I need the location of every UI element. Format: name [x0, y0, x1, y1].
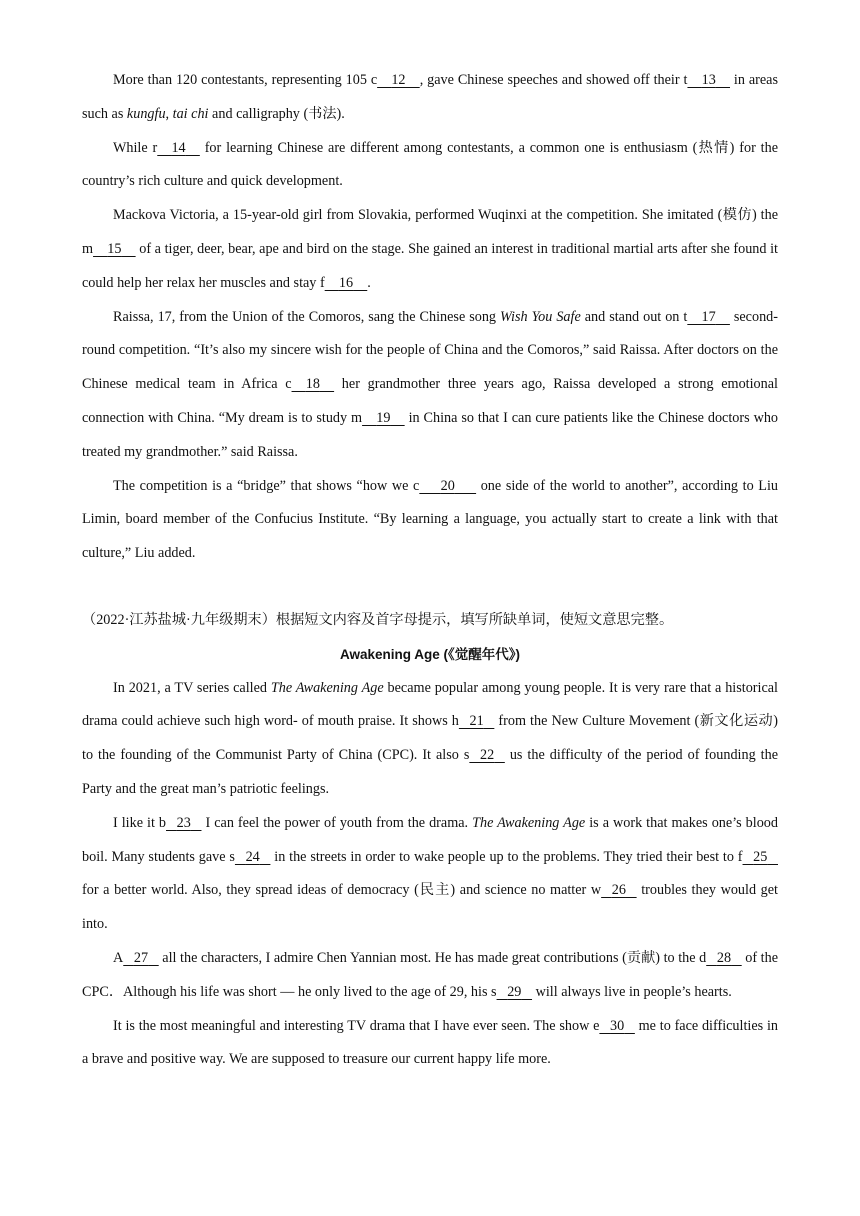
italic-term: kungfu: [126, 105, 166, 122]
text-run: from the New Culture Movement (新文化运动) to the founding of the Communist Party of China (CPC). It also s: [82, 713, 778, 764]
blank-24[interactable]: [235, 841, 270, 875]
text-run: Raissa, 17, from the Union of the Comoros, sang the Chinese song: [113, 308, 500, 325]
text-run: , gave Chinese speeches and showed off their t: [419, 72, 688, 88]
blank-number: 22: [480, 747, 495, 764]
text-run: for learning Chinese are different among contestants, a common one is enthusiasm (热情) for the country’s rich culture and quick development.: [82, 139, 778, 190]
document-page: [82, 64, 778, 1077]
blank-number: 14: [171, 139, 186, 156]
text-run: A: [113, 949, 124, 966]
blank-number: 30: [610, 1017, 625, 1034]
passage-title: Awakening Age (《觉醒年代》): [339, 646, 520, 662]
blank-12[interactable]: [377, 64, 420, 98]
text-run: of the CPC．Although his life was short — he only lived to the age of 29, his s: [82, 949, 778, 1000]
blank-30[interactable]: [599, 1010, 634, 1044]
blank-20[interactable]: [419, 470, 476, 504]
text-run: us the difficulty of the period of founding the Party and the great man’s patriotic feelings.: [82, 747, 778, 797]
blank-23[interactable]: [166, 807, 201, 841]
blank-19[interactable]: [362, 402, 405, 436]
blank-number: 19: [376, 409, 391, 426]
text-run: her grandmother three years ago, Raissa developed a strong emotional connection with China. “My dream is to study m: [82, 376, 778, 426]
passage1-paragraph-2: [82, 132, 778, 200]
passage2-paragraph-1: [82, 672, 778, 807]
text-run: The competition is a “bridge” that shows “how we c: [113, 477, 420, 494]
text-run: all the characters, I admire Chen Yannian most. He has made great contributions (贡献) to the d: [158, 949, 707, 966]
blank-16[interactable]: [325, 267, 368, 301]
italic-term: tai chi: [172, 105, 209, 122]
blank-number: 20: [440, 477, 455, 494]
text-run: Mackova Victoria, a 15-year-old girl from Slovakia, performed Wuqinxi at the competition. She imitated (模仿) the m: [82, 207, 778, 257]
italic-title: The Awakening Age: [270, 679, 384, 696]
blank-number: 12: [391, 72, 406, 88]
text-run: will always live in people’s hearts.: [532, 983, 732, 1000]
blank-22[interactable]: [469, 739, 504, 773]
blank-25[interactable]: [743, 841, 778, 875]
text-run: and stand out on t: [580, 308, 688, 325]
blank-number: 28: [716, 949, 732, 966]
passage2-paragraph-3: [82, 942, 778, 1010]
text-run: in China so that I can cure patients like the Chinese doctors who treated my grandmother.” said Raissa.: [82, 409, 779, 460]
blank-number: 13: [701, 72, 716, 88]
blank-number: 26: [611, 882, 626, 899]
text-run: became popular among young people. It is very rare that a historical drama could achieve such high word- of mouth praise. It shows h: [82, 679, 778, 730]
blank-number: 21: [469, 713, 484, 730]
passage2-paragraph-4: [82, 1010, 778, 1078]
passage1-paragraph-5: [82, 470, 778, 571]
italic-title: The Awakening Age: [472, 814, 586, 831]
blank-21[interactable]: [459, 705, 494, 739]
text-run: is a work that makes one’s blood boil. Many students gave s: [82, 814, 778, 865]
blank-number: 25: [753, 848, 768, 865]
blank-26[interactable]: [601, 874, 636, 908]
blank-number: 23: [176, 814, 191, 831]
text-run: troubles they would get into.: [82, 882, 778, 933]
blank-number: 17: [701, 308, 716, 325]
blank-17[interactable]: [687, 301, 730, 335]
blank-number: 16: [338, 274, 354, 291]
text-run: I can feel the power of youth from the drama.: [201, 814, 473, 831]
text-run: me to face difficulties in a brave and positive way. We are supposed to treasure our current happy life more.: [82, 1017, 778, 1068]
blank-14[interactable]: [157, 132, 200, 166]
blank-number: 27: [133, 949, 149, 966]
text-run: in the streets in order to wake people up to the problems. They tried their best to f: [270, 848, 743, 865]
exercise-source-line: （2022·江苏盐城·九年级期末）根据短文内容及首字母提示，填写所缺单词，使短文意思完整。: [82, 611, 674, 628]
blank-number: 18: [305, 376, 320, 393]
blank-18[interactable]: [292, 368, 335, 402]
text-run: More than 120 contestants, representing 105 c: [113, 72, 378, 88]
blank-27[interactable]: [123, 942, 158, 976]
text-run: While r: [113, 139, 158, 156]
text-run: for a better world. Also, they spread ideas of democracy (民主) and science no matter w: [82, 882, 602, 899]
blank-28[interactable]: [706, 942, 741, 976]
passage1-paragraph-3: [82, 199, 778, 300]
passage1-paragraph-4: [82, 301, 778, 470]
text-run: ,: [165, 105, 173, 122]
text-run: In 2021, a TV series called: [113, 679, 271, 696]
text-run: one side of the world to another”, according to Liu Limin, board member of the Confucius Institute. “By learning a language, you actually start to create a link with that culture,” Liu added.: [82, 477, 778, 562]
text-run: and calligraphy (书法).: [208, 105, 345, 122]
blank-29[interactable]: [497, 976, 532, 1010]
section-gap: [82, 571, 778, 604]
passage2-paragraph-2: [82, 807, 778, 942]
blank-15[interactable]: [93, 233, 136, 267]
text-run: second-round competition. “It’s also my sincere wish for the people of China and the Comoros,” said Raissa. After doctors on the Chinese medical team in Africa c: [82, 308, 778, 393]
text-run: I like it b: [113, 814, 167, 831]
blank-13[interactable]: [687, 64, 730, 98]
blank-number: 24: [245, 848, 260, 865]
text-run: .: [367, 274, 371, 291]
blank-number: 15: [107, 240, 122, 257]
blank-number: 29: [507, 983, 522, 1000]
text-run: of a tiger, deer, bear, ape and bird on the stage. She gained an interest in traditional martial arts after she found it could help her relax her muscles and stay f: [82, 240, 778, 291]
passage1-paragraph-1: [82, 64, 778, 132]
italic-title: Wish You Safe: [500, 308, 581, 325]
text-run: It is the most meaningful and interesting TV drama that I have ever seen. The show e: [113, 1017, 600, 1034]
text-run: in areas such as: [82, 72, 778, 122]
